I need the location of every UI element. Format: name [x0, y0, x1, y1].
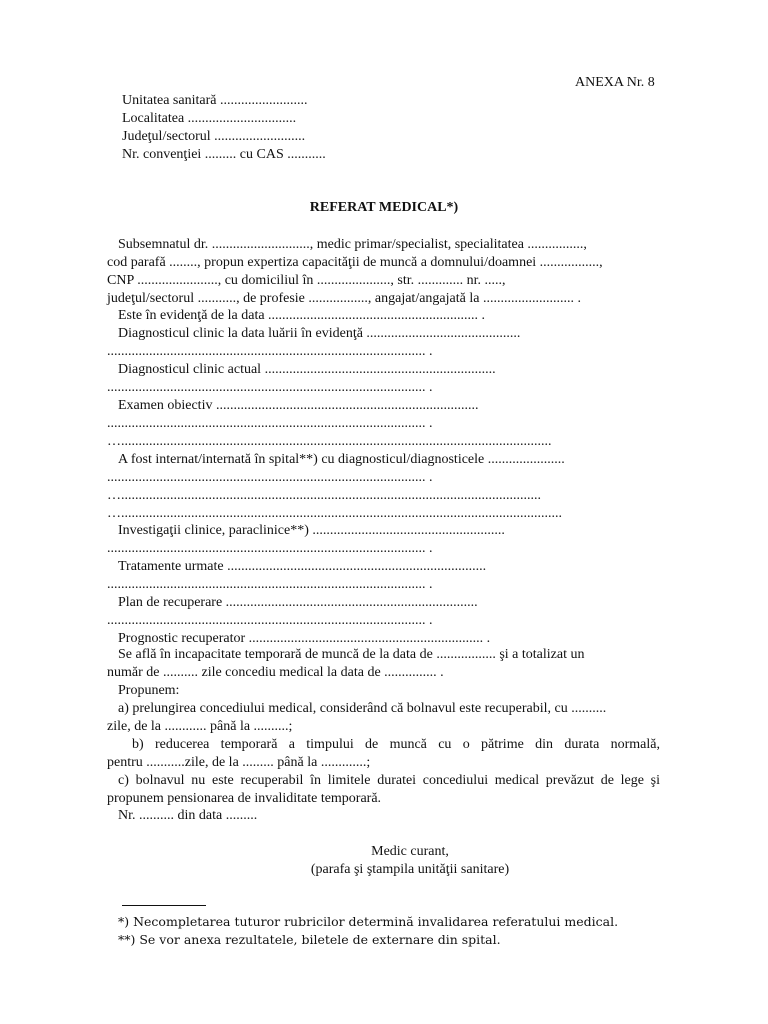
reference-number: Nr. .......... din data ......... [118, 808, 258, 823]
body-line: număr de .......... zile concediu medical la data de ............... . [107, 665, 444, 680]
body-line: CNP ......................., cu domiciliul în ....................., str. ............. nr. ....., [107, 273, 506, 288]
body-line: Tratamente urmate .......................................................................... [118, 559, 487, 574]
body-line: Diagnosticul clinic la data luării în evidenţă ............................................ [118, 326, 521, 341]
signature-title: Medic curant, [371, 844, 449, 859]
footnote-2: **) Se vor anexa rezultatele, biletele de externare din spital. [118, 932, 501, 947]
body-line: Subsemnatul dr. ............................, medic primar/specialist, specialitatea ................, [118, 237, 587, 252]
dotted-line: ........................................................................................... . [107, 380, 433, 395]
footnote-separator [122, 905, 206, 906]
dotted-line: …........................................................................................................................ [107, 488, 541, 503]
dotted-line: …........................................................................................................................... [107, 434, 552, 449]
annex-number: ANEXA Nr. 8 [575, 75, 655, 90]
proposal-a: a) prelungirea concediului medical, considerând că bolnavul este recuperabil, cu .......... [118, 701, 607, 716]
dotted-line: ….............................................................................................................................. [107, 506, 562, 521]
body-line: judeţul/sectorul ..........., de profesie ................., angajat/angajată la .......................... . [107, 291, 581, 306]
body-line: pentru ...........zile, de la ......... până la .............; [107, 755, 371, 770]
header-locality: Localitatea ............................... [122, 111, 297, 126]
header-unit: Unitatea sanitară ......................... [122, 93, 308, 108]
header-county: Judeţul/sectorul .......................... [122, 129, 306, 144]
body-line: Se află în incapacitate temporară de muncă de la data de ................. şi a totalizat un [118, 647, 585, 662]
body-line: Plan de recuperare ........................................................................ [118, 595, 478, 610]
body-line: Investigaţii clinice, paraclinice**) ....................................................... [118, 523, 505, 538]
dotted-line: ........................................................................................... . [107, 613, 433, 628]
body-line: Propunem: [118, 683, 180, 698]
proposal-c: c) bolnavul nu este recuperabil în limitele duratei concediului medical prevăzut de lege şi [118, 773, 660, 788]
footnote-1: *) Necompletarea tuturor rubricilor determină invalidarea referatului medical. [118, 914, 619, 929]
body-line: A fost internat/internată în spital**) cu diagnosticul/diagnosticele ...................... [118, 452, 565, 467]
body-line: Prognostic recuperator ................................................................... . [118, 631, 491, 646]
header-convention: Nr. convenţiei ......... cu CAS ........... [122, 147, 326, 162]
dotted-line: ........................................................................................... . [107, 541, 433, 556]
dotted-line: ........................................................................................... . [107, 577, 433, 592]
body-line: Examen obiectiv ........................................................................... [118, 398, 479, 413]
dotted-line: ........................................................................................... . [107, 344, 433, 359]
body-line: zile, de la ............ până la ..........; [107, 719, 293, 734]
body-line: Diagnosticul clinic actual .................................................................. [118, 362, 496, 377]
body-line: cod parafă ........, propun expertiza capacităţii de muncă a domnului/doamnei ................., [107, 255, 603, 270]
body-line: propunem pensionarea de invaliditate temporară. [107, 791, 382, 806]
proposal-b: b) reducerea temporară a timpului de muncă cu o pătrime din durata normală, [132, 737, 660, 752]
signature-note: (parafa şi ştampila unităţii sanitare) [310, 862, 510, 877]
dotted-line: ........................................................................................... . [107, 470, 433, 485]
document-title: REFERAT MEDICAL*) [309, 200, 459, 215]
dotted-line: ........................................................................................... . [107, 416, 433, 431]
body-line: Este în evidenţă de la data ............................................................ . [118, 308, 486, 323]
